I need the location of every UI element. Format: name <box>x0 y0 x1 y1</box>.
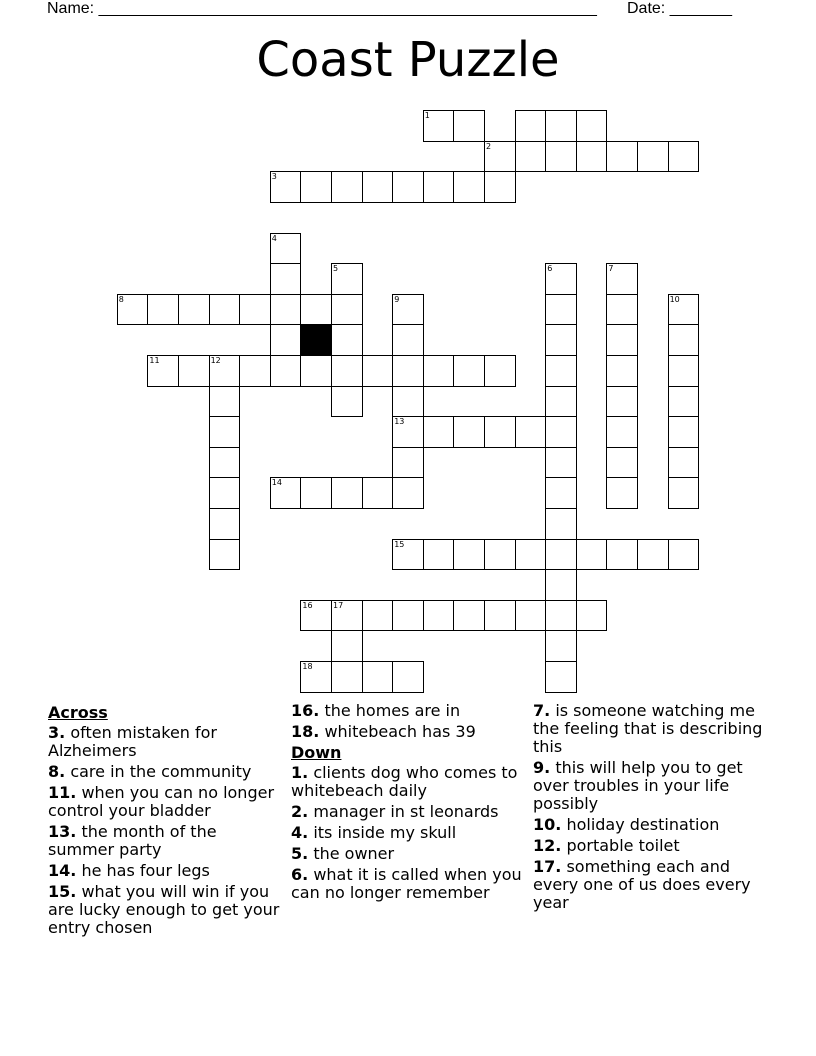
grid-cell[interactable] <box>392 600 424 632</box>
clue-number: 16 <box>302 600 313 610</box>
grid-cell[interactable] <box>300 294 332 326</box>
clue-text: holiday destination <box>566 815 720 834</box>
clue-number: 4 <box>271 233 277 243</box>
grid-cell[interactable] <box>392 355 424 387</box>
grid-cell[interactable] <box>423 171 455 203</box>
name-field[interactable]: Name: ________________________________________________________ <box>47 0 597 17</box>
clue-text: is someone watching me the feeling that is describing this <box>533 701 763 756</box>
clue-number: 5 <box>333 264 339 274</box>
grid-cell[interactable] <box>606 141 638 173</box>
grid-cell[interactable] <box>484 539 516 571</box>
grid-cell[interactable] <box>576 600 608 632</box>
clue-text: whitebeach has 39 <box>324 722 476 741</box>
grid-cell[interactable] <box>606 324 638 356</box>
grid-cell[interactable] <box>178 294 210 326</box>
grid-cell[interactable] <box>300 355 332 387</box>
clue-text: care in the community <box>70 762 252 781</box>
grid-cell[interactable] <box>668 447 700 479</box>
grid-cell[interactable] <box>545 141 577 173</box>
grid-cell[interactable] <box>423 600 455 632</box>
grid-cell[interactable] <box>668 324 700 356</box>
grid-cell[interactable] <box>668 141 700 173</box>
grid-cell[interactable] <box>392 386 424 418</box>
down-heading: Down <box>291 743 342 762</box>
clue-text: what it is called when you can no longer remember <box>291 865 522 902</box>
grid-cell[interactable] <box>515 110 547 142</box>
grid-cell[interactable] <box>209 447 241 479</box>
grid-cell[interactable] <box>392 477 424 509</box>
clue-text: the owner <box>313 844 395 863</box>
grid-cell[interactable] <box>545 569 577 601</box>
grid-cell[interactable] <box>362 477 394 509</box>
clue-number: 3 <box>271 172 277 182</box>
across-clue <box>48 823 286 859</box>
grid-cell[interactable] <box>453 600 485 632</box>
grid-cell[interactable] <box>576 539 608 571</box>
clue-number: 13 <box>394 417 405 427</box>
across-clue <box>48 862 286 880</box>
grid-cell[interactable] <box>545 263 577 295</box>
clue-text: he has four legs <box>81 861 210 880</box>
grid-cell[interactable] <box>606 294 638 326</box>
clue-number: 10 <box>669 294 680 304</box>
black-square <box>300 324 332 356</box>
grid-cell[interactable] <box>270 171 302 203</box>
clue-number: 9. <box>533 758 551 777</box>
down-clue <box>291 824 529 842</box>
grid-cell[interactable] <box>515 539 547 571</box>
grid-cell[interactable] <box>545 661 577 693</box>
clue-number: 18 <box>302 662 313 671</box>
grid-cell[interactable] <box>545 447 577 479</box>
across-clue <box>48 883 286 937</box>
grid-cell[interactable] <box>331 477 363 509</box>
grid-cell[interactable] <box>668 355 700 387</box>
down-clue <box>533 702 771 756</box>
puzzle-title: Coast Puzzle <box>256 32 560 88</box>
grid-cell[interactable] <box>392 539 424 571</box>
down-clue <box>533 858 771 912</box>
grid-cell[interactable] <box>117 294 149 326</box>
grid-cell[interactable] <box>515 600 547 632</box>
grid-cell[interactable] <box>545 324 577 356</box>
grid-cell[interactable] <box>606 263 638 295</box>
grid-cell[interactable] <box>545 416 577 448</box>
grid-cell[interactable] <box>392 294 424 326</box>
grid-cell[interactable] <box>453 171 485 203</box>
grid-cell[interactable] <box>209 416 241 448</box>
grid-cell[interactable] <box>668 386 700 418</box>
grid-cell[interactable] <box>423 110 455 142</box>
grid-cell[interactable] <box>362 171 394 203</box>
clue-number: 9 <box>394 294 400 304</box>
grid-cell[interactable] <box>484 416 516 448</box>
grid-cell[interactable] <box>300 171 332 203</box>
grid-cell[interactable] <box>545 294 577 326</box>
grid-cell[interactable] <box>423 416 455 448</box>
clue-number: 17. <box>533 857 562 876</box>
clue-number: 8. <box>48 762 66 781</box>
grid-cell[interactable] <box>147 355 179 387</box>
grid-cell[interactable] <box>576 141 608 173</box>
clue-number: 17 <box>333 600 344 610</box>
clues-column-1 <box>48 702 286 940</box>
grid-cell[interactable] <box>362 355 394 387</box>
clue-number: 11. <box>48 783 77 802</box>
clue-number: 2 <box>486 141 492 151</box>
grid-cell[interactable] <box>668 539 700 571</box>
grid-cell[interactable] <box>484 355 516 387</box>
clue-number: 18. <box>291 722 320 741</box>
grid-cell[interactable] <box>545 600 577 632</box>
clue-text: clients dog who comes to whitebeach daily <box>291 763 518 800</box>
clue-number: 4. <box>291 823 309 842</box>
clue-number: 7. <box>533 701 551 720</box>
grid-cell[interactable] <box>209 386 241 418</box>
clue-text: the homes are in <box>324 701 461 720</box>
grid-cell[interactable] <box>362 661 394 693</box>
clue-number: 5. <box>291 844 309 863</box>
clue-number: 11 <box>149 356 160 365</box>
grid-cell[interactable] <box>239 294 271 326</box>
down-clue <box>291 845 529 863</box>
grid-cell[interactable] <box>331 386 363 418</box>
across-clue <box>48 763 286 781</box>
down-clue <box>533 759 771 813</box>
grid-cell[interactable] <box>270 294 302 326</box>
grid-cell[interactable] <box>392 324 424 356</box>
grid-cell[interactable] <box>545 110 577 142</box>
down-clue <box>533 816 771 834</box>
clue-number: 12. <box>533 836 562 855</box>
clue-text: this will help you to get over troubles in your life possibly <box>533 758 743 813</box>
grid-cell[interactable] <box>331 263 363 295</box>
grid-cell[interactable] <box>423 355 455 387</box>
clue-text: often mistaken for Alzheimers <box>48 723 218 760</box>
clues-column-3 <box>533 702 771 915</box>
grid-cell[interactable] <box>576 110 608 142</box>
clue-number: 8 <box>118 294 124 304</box>
across-clue <box>291 702 529 720</box>
clue-number: 1 <box>424 111 430 121</box>
grid-cell[interactable] <box>209 539 241 571</box>
grid-cell[interactable] <box>545 386 577 418</box>
clue-text: the month of the summer party <box>48 822 217 859</box>
grid-cell[interactable] <box>147 294 179 326</box>
grid-cell[interactable] <box>606 539 638 571</box>
grid-cell[interactable] <box>606 416 638 448</box>
grid-cell[interactable] <box>392 447 424 479</box>
grid-cell[interactable] <box>331 355 363 387</box>
clue-number: 1. <box>291 763 309 782</box>
clue-number: 2. <box>291 802 309 821</box>
grid-cell[interactable] <box>331 661 363 693</box>
grid-cell[interactable] <box>668 477 700 509</box>
clue-text: its inside my skull <box>313 823 457 842</box>
grid-cell[interactable] <box>668 416 700 448</box>
grid-cell[interactable] <box>331 630 363 662</box>
grid-cell[interactable] <box>270 355 302 387</box>
clue-number: 16. <box>291 701 320 720</box>
clue-number: 14 <box>271 478 282 488</box>
grid-cell[interactable] <box>392 416 424 448</box>
grid-cell[interactable] <box>209 477 241 509</box>
clue-number: 12 <box>210 356 221 365</box>
clue-number: 7 <box>608 264 614 274</box>
across-clue <box>48 784 286 820</box>
grid-cell[interactable] <box>300 477 332 509</box>
grid-cell[interactable] <box>362 600 394 632</box>
clue-number: 14. <box>48 861 77 880</box>
grid-cell[interactable] <box>545 477 577 509</box>
grid-cell[interactable] <box>270 263 302 295</box>
clue-number: 3. <box>48 723 66 742</box>
clue-number: 10. <box>533 815 562 834</box>
grid-cell[interactable] <box>606 355 638 387</box>
grid-cell[interactable] <box>515 141 547 173</box>
clues-column-2 <box>291 702 529 905</box>
grid-cell[interactable] <box>270 233 302 265</box>
grid-cell[interactable] <box>300 600 332 632</box>
date-field[interactable]: Date: _______ <box>627 0 732 17</box>
grid-cell[interactable] <box>331 294 363 326</box>
grid-cell[interactable] <box>300 661 332 693</box>
grid-cell[interactable] <box>423 539 455 571</box>
grid-cell[interactable] <box>484 141 516 173</box>
across-heading: Across <box>48 703 108 722</box>
grid-cell[interactable] <box>484 600 516 632</box>
down-clue <box>291 803 529 821</box>
grid-cell[interactable] <box>545 539 577 571</box>
clue-number: 15 <box>394 539 405 549</box>
grid-cell[interactable] <box>545 630 577 662</box>
grid-cell[interactable] <box>331 171 363 203</box>
grid-cell[interactable] <box>392 661 424 693</box>
grid-cell[interactable] <box>178 355 210 387</box>
clue-text: portable toilet <box>566 836 680 855</box>
across-clue <box>291 723 529 741</box>
clue-text: when you can no longer control your bladder <box>48 783 275 820</box>
grid-cell[interactable] <box>668 294 700 326</box>
grid-cell[interactable] <box>545 355 577 387</box>
grid-cell[interactable] <box>270 324 302 356</box>
clue-text: manager in st leonards <box>313 802 499 821</box>
grid-cell[interactable] <box>209 355 241 387</box>
grid-cell[interactable] <box>606 386 638 418</box>
grid-cell[interactable] <box>606 477 638 509</box>
down-clue <box>291 764 529 800</box>
grid-cell[interactable] <box>515 416 547 448</box>
grid-cell[interactable] <box>392 171 424 203</box>
clue-number: 6 <box>547 264 553 274</box>
down-clue <box>533 837 771 855</box>
clue-number: 6. <box>291 865 309 884</box>
grid-cell[interactable] <box>545 508 577 540</box>
grid-cell[interactable] <box>209 294 241 326</box>
grid-cell[interactable] <box>239 355 271 387</box>
clue-number: 15. <box>48 882 77 901</box>
grid-cell[interactable] <box>637 539 669 571</box>
grid-cell[interactable] <box>331 600 363 632</box>
clue-text: something each and every one of us does every year <box>533 857 751 912</box>
grid-cell[interactable] <box>484 171 516 203</box>
grid-cell[interactable] <box>453 110 485 142</box>
grid-cell[interactable] <box>270 477 302 509</box>
clue-text: what you will win if you are lucky enough to get your entry chosen <box>48 882 280 937</box>
across-clue <box>48 724 286 760</box>
grid-cell[interactable] <box>209 508 241 540</box>
grid-cell[interactable] <box>606 447 638 479</box>
grid-cell[interactable] <box>453 355 485 387</box>
clue-number: 13. <box>48 822 77 841</box>
grid-cell[interactable] <box>637 141 669 173</box>
down-clue <box>291 866 529 902</box>
grid-cell[interactable] <box>453 539 485 571</box>
grid-cell[interactable] <box>331 324 363 356</box>
grid-cell[interactable] <box>453 416 485 448</box>
